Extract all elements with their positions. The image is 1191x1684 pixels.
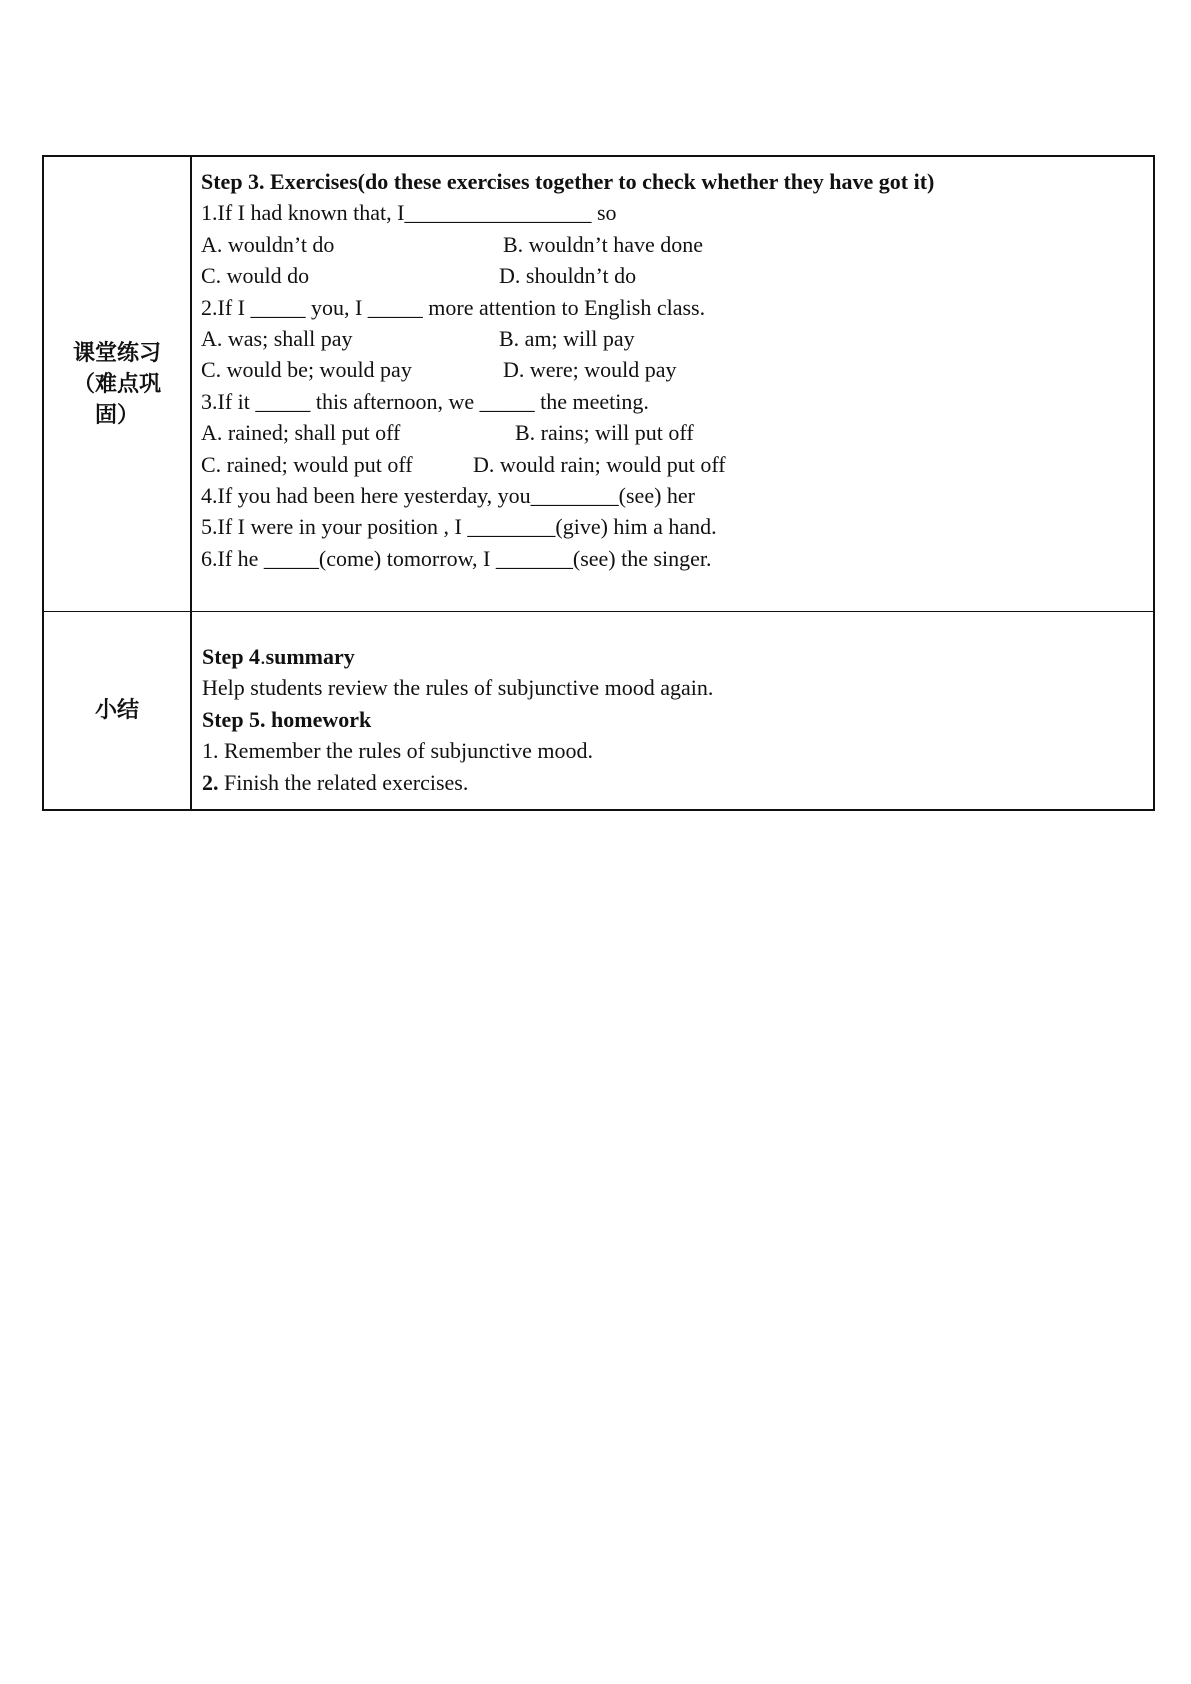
step4-label: Step 4 bbox=[202, 644, 261, 669]
question-3-options-row-2 bbox=[201, 449, 1153, 480]
step4-text: Help students review the rules of subjunctive mood again. bbox=[202, 675, 714, 701]
homework-item-2-text: Finish the related exercises. bbox=[218, 769, 469, 795]
table-row-exercises bbox=[44, 157, 1153, 612]
homework-item-1: 1. Remember the rules of subjunctive mood. bbox=[202, 738, 594, 764]
row-label-exercises bbox=[62, 338, 172, 431]
option-b: B. wouldn’t have done bbox=[503, 231, 704, 257]
question-5: 5.If I were in your position , I ________(give) him a hand. bbox=[201, 514, 717, 540]
option-d: D. were; would pay bbox=[503, 357, 677, 383]
homework-item-2-number: 2. bbox=[202, 769, 219, 795]
exercises-content-cell bbox=[192, 157, 1153, 611]
question-2-options-row-1 bbox=[201, 323, 1153, 354]
option-b: B. rains; will put off bbox=[515, 420, 694, 446]
lesson-plan-table bbox=[42, 155, 1155, 811]
option-c: C. would be; would pay bbox=[201, 357, 412, 383]
label-line: 课堂练习 bbox=[72, 340, 161, 366]
row-label-summary: 小结 bbox=[94, 698, 139, 723]
question-1-options-row-1 bbox=[201, 229, 1153, 260]
step4-word: summary bbox=[265, 644, 355, 669]
option-c: C. would do bbox=[201, 263, 310, 289]
question-1-options-row-2 bbox=[201, 260, 1153, 291]
row-label-cell bbox=[44, 157, 192, 611]
option-d: D. would rain; would put off bbox=[473, 451, 726, 477]
question-3-options-row-1 bbox=[201, 417, 1153, 448]
option-a: A. wouldn’t do bbox=[201, 231, 335, 257]
question-6: 6.If he _____(come) tomorrow, I _______(see) the singer. bbox=[201, 545, 712, 571]
question-3: 3.If it _____ this afternoon, we _____ the meeting. bbox=[201, 388, 649, 414]
homework-item-2 bbox=[202, 767, 1153, 798]
option-b: B. am; will pay bbox=[499, 325, 635, 351]
option-a: A. rained; shall put off bbox=[201, 420, 401, 446]
option-c: C. rained; would put off bbox=[201, 451, 413, 477]
option-d: D. shouldn’t do bbox=[499, 263, 637, 289]
step5-heading: Step 5. homework bbox=[202, 706, 372, 732]
row-label-cell bbox=[44, 612, 192, 809]
question-1: 1.If I had known that, I_________________ so bbox=[201, 200, 617, 226]
step3-heading: Step 3. Exercises(do these exercises together to check whether they have got it) bbox=[201, 169, 935, 194]
label-line: （难点巩 bbox=[72, 371, 161, 397]
option-a: A. was; shall pay bbox=[201, 325, 353, 351]
question-4: 4.If you had been here yesterday, you________(see) her bbox=[201, 482, 696, 508]
table-row-summary bbox=[44, 612, 1153, 809]
step4-heading bbox=[202, 641, 1153, 672]
question-2-options-row-2 bbox=[201, 354, 1153, 385]
summary-content-cell bbox=[192, 612, 1153, 809]
question-2: 2.If I _____ you, I _____ more attention to English class. bbox=[201, 294, 706, 320]
label-line: 固） bbox=[94, 402, 139, 428]
step4-dot: . bbox=[260, 644, 266, 669]
